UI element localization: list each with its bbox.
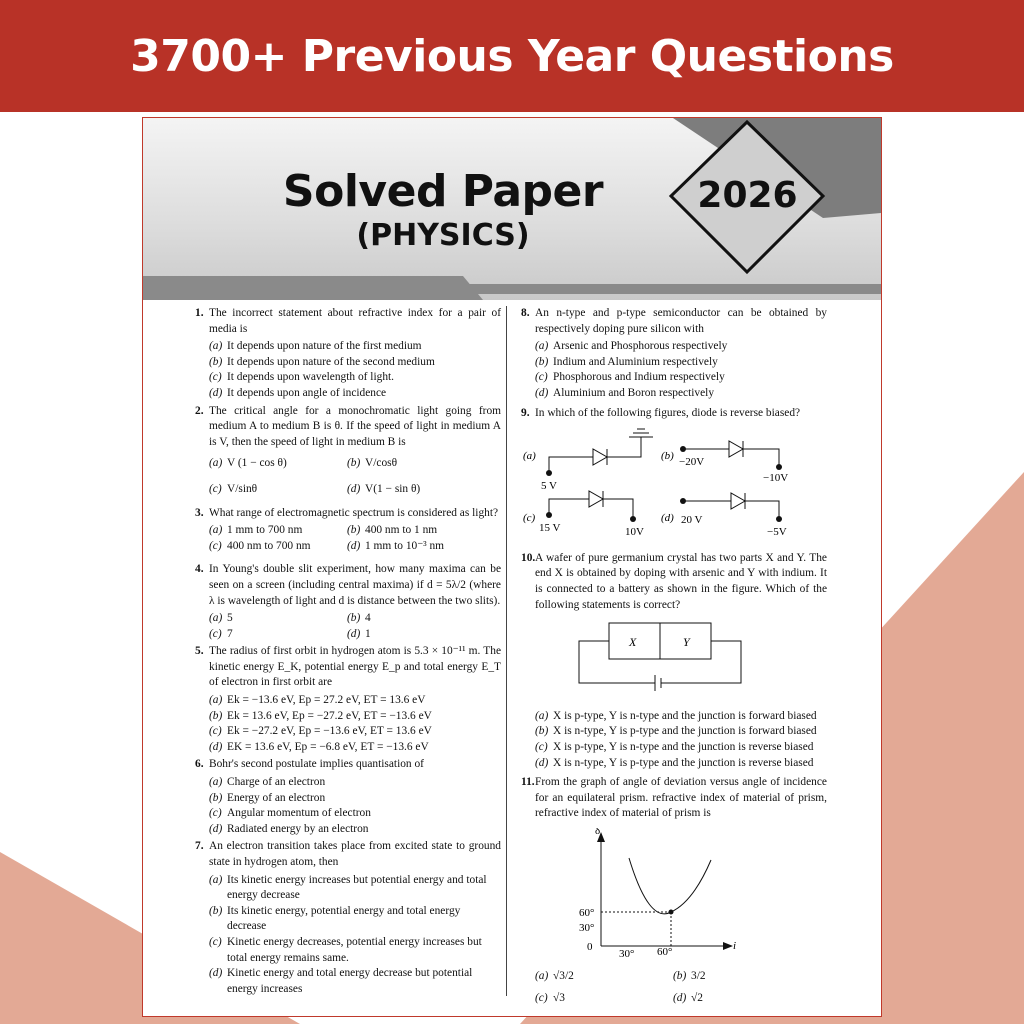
paper-header — [143, 118, 881, 300]
answer-option — [535, 991, 673, 1007]
option-letter: (c) — [209, 539, 222, 552]
answer-option — [209, 904, 501, 935]
option-letter: (d) — [347, 627, 361, 640]
option-text: Ek = −27.2 eV, Ep = −13.6 eV, ET = 13.6 eV — [227, 725, 432, 738]
figure-label: 10V — [625, 526, 644, 539]
figure-label: (d) — [661, 512, 674, 525]
answer-option — [209, 355, 501, 371]
option-letter: (b) — [209, 355, 223, 368]
figure-label: (b) — [661, 450, 674, 463]
answer-option — [209, 724, 501, 740]
option-text: Arsenic and Phosphorous respectively — [553, 340, 728, 353]
option-text: It depends upon nature of the first medium — [227, 340, 422, 353]
column-divider — [506, 306, 507, 996]
answer-option — [535, 339, 827, 355]
option-text: √2 — [691, 992, 703, 1005]
answer-option — [535, 969, 827, 985]
answer-option — [535, 709, 827, 725]
question-number: 1. — [195, 307, 204, 319]
option-letter: (b) — [673, 970, 687, 983]
option-letter: (a) — [209, 340, 223, 353]
question-text: From the graph of angle of deviation versus angle of incidence for an equilateral prism. refractive index of material of prism, refractive index of material of prism is — [535, 776, 827, 820]
deviation-graph-figure — [521, 828, 821, 958]
figure-label: 5 V — [541, 480, 557, 493]
option-text: Charge of an electron — [227, 776, 326, 789]
option-text: Aluminium and Boron respectively — [553, 386, 715, 399]
option-text: It depends upon angle of incidence — [227, 386, 387, 399]
answer-option — [209, 693, 501, 709]
option-text: Kinetic energy decreases, potential energy increases but total energy remains same. — [227, 935, 482, 964]
option-text: Its kinetic energy increases but potential energy and total energy decrease — [227, 873, 487, 902]
answer-option — [347, 482, 497, 498]
option-letter: (a) — [209, 776, 223, 789]
question-7 — [195, 839, 501, 997]
figure-label: −20V — [679, 456, 705, 469]
figure-label: (c) — [523, 512, 536, 525]
question-text: In which of the following figures, diode is reverse biased? — [535, 406, 801, 419]
right-column — [521, 306, 827, 1007]
answer-option — [209, 539, 501, 555]
figure-label: X — [629, 635, 637, 650]
option-letter: (d) — [673, 992, 687, 1005]
option-text: Ek = −13.6 eV, Ep = 27.2 eV, ET = 13.6 eV — [227, 694, 426, 707]
answer-option — [209, 339, 501, 355]
option-text: X is p-type, Y is n-type and the junction is reverse biased — [553, 740, 814, 753]
option-letter: (c) — [209, 482, 222, 495]
option-text: V(1 − sin θ) — [365, 482, 421, 495]
option-text: 1 mm to 10⁻³ nm — [365, 539, 445, 552]
figure-label: (a) — [523, 450, 536, 463]
option-text: It depends upon wavelength of light. — [227, 371, 395, 384]
question-5 — [195, 644, 501, 755]
option-letter: (c) — [209, 807, 222, 820]
option-letter: (d) — [209, 740, 223, 753]
answer-option — [347, 456, 497, 472]
question-text: An n-type and p-type semiconductor can be obtained by respectively doping pure silicon with — [535, 307, 827, 335]
solved-paper-sheet — [142, 117, 882, 1017]
option-letter: (d) — [535, 756, 549, 769]
option-text: Phosphorous and Indium respectively — [553, 371, 725, 384]
figure-label: 60° — [657, 945, 673, 958]
question-9 — [521, 406, 827, 549]
answer-option — [209, 709, 501, 725]
option-letter: (a) — [209, 873, 223, 886]
option-letter: (d) — [209, 967, 223, 980]
figure-label: 30° — [619, 947, 635, 958]
option-text: 1 mm to 700 nm — [227, 524, 303, 537]
figure-label: 60° — [579, 906, 595, 919]
figure-label: −5V — [767, 526, 787, 539]
option-letter: (a) — [209, 694, 223, 707]
option-letter: (a) — [209, 612, 223, 625]
answer-option — [209, 523, 347, 539]
question-number: 6. — [195, 758, 204, 771]
option-letter: (d) — [209, 822, 223, 835]
answer-option — [673, 969, 823, 985]
answer-option — [347, 627, 497, 643]
answer-option — [209, 627, 501, 643]
diode-circuits-figure — [521, 427, 821, 539]
option-letter: (c) — [535, 371, 548, 384]
paper-title-block — [203, 166, 683, 254]
option-text: 400 nm to 1 nm — [365, 524, 438, 537]
option-letter: (d) — [535, 386, 549, 399]
option-letter: (b) — [347, 612, 361, 625]
answer-option — [209, 611, 501, 627]
option-text: X is n-type, Y is p-type and the junction is forward biased — [553, 725, 817, 738]
top-banner — [0, 0, 1024, 112]
option-text: Kinetic energy and total energy decrease but potential energy increases — [227, 967, 473, 995]
answer-option — [347, 539, 497, 555]
option-letter: (d) — [209, 386, 223, 399]
question-text: A wafer of pure germanium crystal has two parts X and Y. The end X is obtained by doping with arsenic and Y with indium. It is connected to a battery as shown in the figure. Which of the following statements is correct? — [535, 551, 827, 611]
option-text: Energy of an electron — [227, 791, 326, 804]
option-text: EK = 13.6 eV, Ep = −6.8 eV, ET = −13.6 eV — [227, 740, 429, 753]
option-letter: (b) — [535, 725, 549, 738]
question-number: 11. — [521, 776, 535, 789]
question-4 — [195, 562, 501, 642]
answer-option — [209, 806, 501, 822]
paper-subtitle: (PHYSICS) — [356, 218, 530, 253]
option-text: X is p-type, Y is n-type and the junction is forward biased — [553, 709, 817, 722]
option-text: It depends upon nature of the second medium — [227, 355, 435, 368]
answer-option — [535, 969, 673, 985]
option-text: 3/2 — [691, 970, 706, 983]
question-number: 10. — [521, 551, 536, 564]
option-letter: (a) — [535, 340, 549, 353]
option-text: X is n-type, Y is p-type and the junction is reverse biased — [553, 756, 814, 769]
answer-option — [535, 386, 827, 402]
option-text: 4 — [365, 612, 371, 625]
figure-label: Y — [683, 635, 690, 650]
answer-option — [209, 775, 501, 791]
option-text: V/sinθ — [227, 482, 258, 495]
question-number: 2. — [195, 404, 204, 417]
answer-option — [209, 482, 347, 498]
question-2 — [195, 404, 501, 498]
answer-option — [209, 611, 347, 627]
option-text: Indium and Aluminium respectively — [553, 355, 718, 368]
option-text: Angular momentum of electron — [227, 807, 371, 820]
answer-option — [535, 756, 827, 772]
answer-option — [209, 456, 501, 472]
option-letter: (b) — [347, 457, 361, 470]
answer-option — [209, 966, 501, 997]
option-letter: (d) — [347, 482, 361, 495]
option-text: Radiated energy by an electron — [227, 822, 369, 835]
figure-label: 15 V — [539, 522, 561, 535]
option-letter: (c) — [209, 371, 222, 384]
answer-option — [209, 482, 501, 498]
question-number: 5. — [195, 645, 204, 658]
question-text: Bohr's second postulate implies quantisation of — [209, 758, 424, 771]
option-letter: (b) — [209, 904, 223, 917]
figure-label: 30° — [579, 921, 595, 934]
answer-option — [209, 523, 501, 539]
option-letter: (a) — [535, 709, 549, 722]
answer-option — [673, 991, 823, 1007]
answer-option — [209, 740, 501, 756]
answer-option — [535, 355, 827, 371]
figure-label: −10V — [763, 472, 789, 485]
question-1 — [195, 306, 501, 402]
answer-option — [209, 873, 501, 904]
option-text: √3/2 — [553, 970, 574, 983]
answer-option — [535, 724, 827, 740]
option-text: Ek = 13.6 eV, Ep = −27.2 eV, ET = −13.6 eV — [227, 709, 432, 722]
germanium-wafer-figure — [521, 619, 821, 699]
paper-title: Solved Paper — [282, 166, 604, 217]
question-number: 4. — [195, 563, 204, 576]
question-3 — [195, 506, 501, 555]
figure-label: 20 V — [681, 514, 703, 527]
answer-option — [209, 370, 501, 386]
question-10 — [521, 551, 827, 771]
question-number: 7. — [195, 840, 204, 853]
option-letter: (c) — [209, 935, 222, 948]
question-6 — [195, 757, 501, 837]
option-text: 400 nm to 700 nm — [227, 539, 311, 552]
option-letter: (b) — [347, 524, 361, 537]
figure-label: i — [733, 939, 737, 952]
option-letter: (c) — [535, 992, 548, 1005]
option-letter: (c) — [209, 627, 222, 640]
figure-label: 0 — [587, 940, 593, 953]
answer-option — [347, 523, 497, 539]
question-number: 3. — [195, 506, 204, 519]
year-badge: 2026 — [697, 175, 798, 216]
answer-option — [209, 539, 347, 555]
option-letter: (b) — [209, 709, 223, 722]
option-letter: (a) — [209, 457, 223, 470]
question-text: The incorrect statement about refractive index for a pair of media is — [209, 307, 501, 335]
answer-option — [535, 370, 827, 386]
answer-option — [347, 611, 497, 627]
answer-option — [209, 791, 501, 807]
answer-option — [209, 822, 501, 838]
question-text: An electron transition takes place from excited state to ground state in hydrogen atom, then — [209, 840, 501, 868]
answer-option — [209, 386, 501, 402]
figure-label: δ — [595, 827, 601, 837]
option-letter: (b) — [209, 791, 223, 804]
option-text: Its kinetic energy, potential energy and total energy decrease — [227, 904, 461, 933]
answer-option — [209, 456, 347, 472]
answer-option — [209, 627, 347, 643]
question-text: What range of electromagnetic spectrum is considered as light? — [209, 506, 499, 519]
question-text: The radius of first orbit in hydrogen atom is 5.3 × 10⁻¹¹ m. The kinetic energy E_K, potential energy E_p and total energy E_T of electron in first orbit are — [209, 645, 501, 689]
option-letter: (b) — [535, 355, 549, 368]
option-text: 1 — [365, 627, 371, 640]
option-text: V (1 − cos θ) — [227, 457, 287, 470]
answer-option — [209, 935, 501, 966]
question-8 — [521, 306, 827, 402]
question-11 — [521, 775, 827, 1007]
option-letter: (c) — [209, 725, 222, 738]
option-text: 7 — [227, 627, 233, 640]
left-column — [195, 306, 501, 997]
answer-option — [535, 740, 827, 756]
option-letter: (a) — [535, 970, 549, 983]
option-text: √3 — [553, 992, 565, 1005]
question-text: In Young's double slit experiment, how many maxima can be seen on a screen (including central maxima) if d = 5λ/2 (where λ is wavelength of light and d is distance between the two slits). — [209, 563, 501, 607]
answer-option — [535, 991, 827, 1007]
option-text: V/cosθ — [365, 457, 398, 470]
option-text: 5 — [227, 612, 233, 625]
question-text: The critical angle for a monochromatic light going from medium A to medium B is θ. If the speed of light in medium A is V, then the speed of light in medium B is — [209, 404, 501, 448]
option-letter: (d) — [347, 539, 361, 552]
banner-title: 3700+ Previous Year Questions — [130, 30, 894, 82]
question-number: 8. — [521, 307, 530, 319]
option-letter: (a) — [209, 524, 223, 537]
option-letter: (c) — [535, 740, 548, 753]
question-number: 9. — [521, 406, 530, 419]
